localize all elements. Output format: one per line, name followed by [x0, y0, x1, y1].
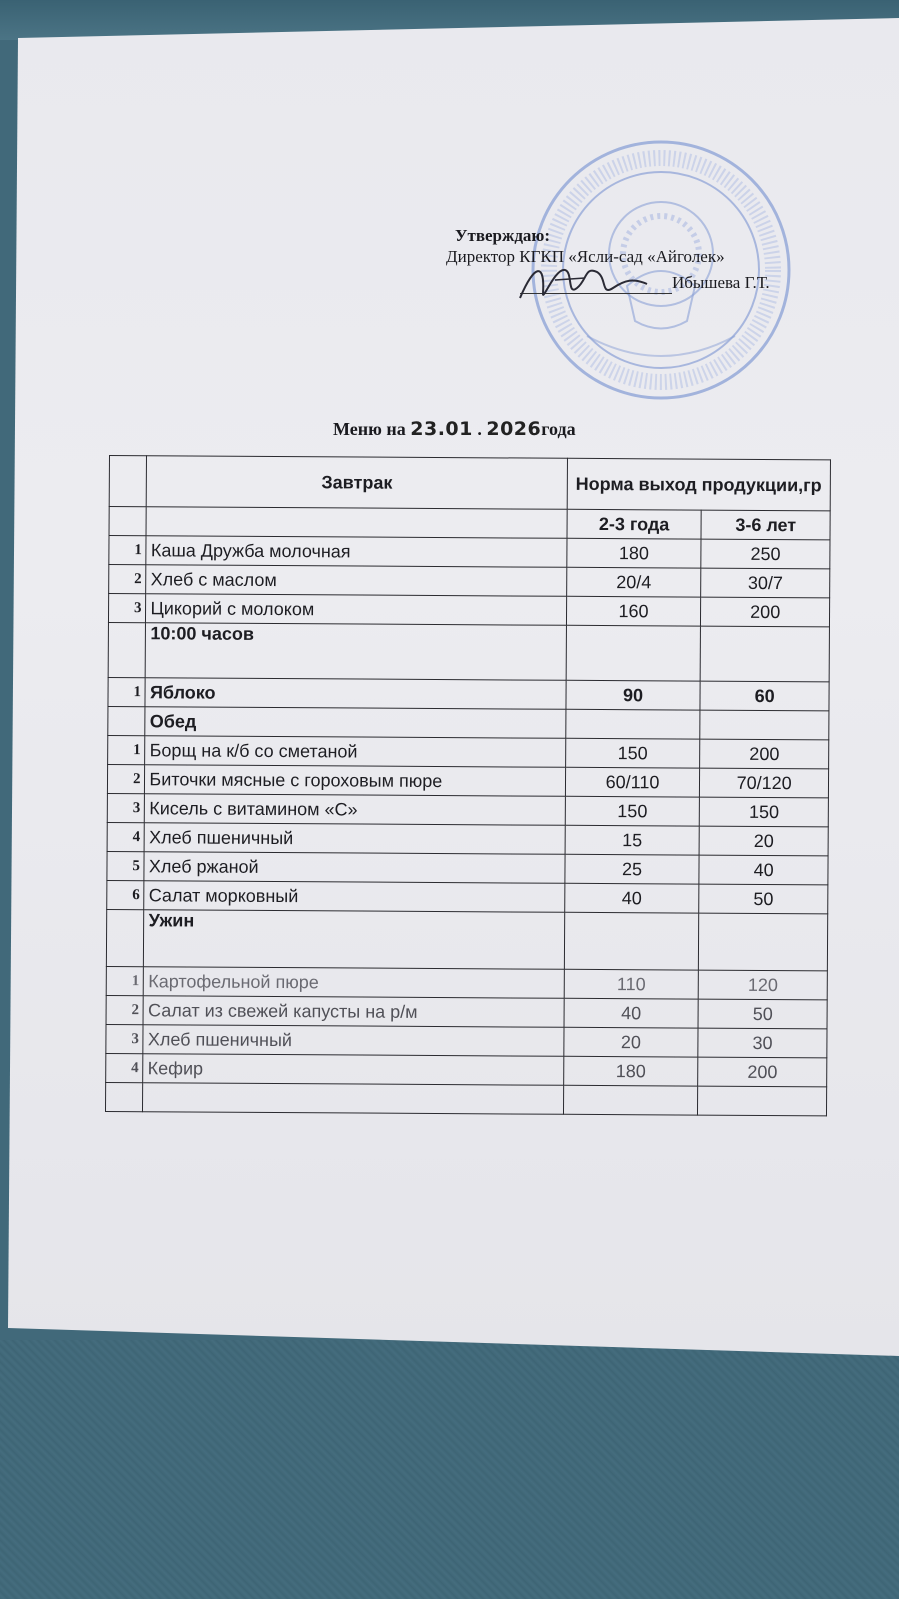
portion-3-6: 200	[701, 597, 830, 627]
section-title-snack: 10:00 часов	[146, 623, 567, 681]
table-row	[109, 536, 830, 569]
table-row	[106, 1053, 827, 1086]
menu-table	[105, 455, 831, 1116]
dish-name: Борщ на к/б со сметаной	[145, 736, 565, 768]
portion-3-6: 60	[700, 681, 829, 711]
dish-name: Цикорий с молоком	[146, 594, 566, 626]
dish-name: Биточки мясные с гороховым пюре	[145, 765, 565, 797]
row-number: 2	[106, 995, 144, 1024]
portion-2-3: 150	[565, 796, 700, 826]
age-group-2: 3-6 лет	[701, 510, 830, 540]
empty-cell	[565, 709, 700, 739]
portion-3-6: 70/120	[700, 768, 829, 798]
age-row	[109, 507, 830, 540]
menu-date-separator: .	[477, 419, 482, 439]
approve-label: Утверждаю:	[455, 226, 551, 245]
header-num-cell	[109, 456, 147, 507]
portion-3-6: 250	[701, 539, 830, 569]
row-number: 2	[107, 764, 145, 793]
portion-2-3: 60/110	[565, 767, 700, 797]
row-number: 1	[108, 735, 146, 764]
portion-2-3: 40	[564, 998, 699, 1028]
row-number: 3	[107, 793, 145, 822]
portion-2-3: 20	[564, 1027, 699, 1057]
section-num-cell	[108, 622, 146, 677]
age-group-1: 2-3 года	[567, 509, 702, 539]
row-number: 5	[107, 851, 145, 880]
row-number: 4	[107, 822, 145, 851]
row-number: 1	[109, 536, 147, 565]
empty-cell	[698, 1086, 827, 1116]
table-row	[107, 880, 828, 913]
menu-title-prefix: Меню на	[333, 419, 406, 439]
director-line: Директор КГКП «Ясли-сад «Айголек»	[446, 247, 725, 266]
portion-2-3: 180	[567, 538, 702, 568]
portion-2-3: 180	[563, 1056, 698, 1086]
portion-3-6: 30/7	[701, 568, 830, 598]
empty-cell	[105, 1082, 143, 1111]
row-number: 1	[108, 677, 146, 706]
dish-name: Кисель с витамином «С»	[145, 794, 565, 826]
portion-3-6: 20	[699, 826, 828, 856]
table-row	[106, 966, 827, 999]
empty-row	[105, 1082, 826, 1115]
empty-cell	[563, 1085, 698, 1115]
table-header-row	[109, 456, 830, 511]
portion-3-6: 40	[699, 855, 828, 885]
row-number: 1	[106, 966, 144, 995]
portion-3-6: 120	[699, 970, 828, 1000]
dish-name: Кефир	[143, 1054, 563, 1086]
section-title-dinner: Ужин	[144, 910, 565, 970]
tablecloth-background	[0, 1340, 899, 1599]
portion-2-3: 15	[565, 825, 700, 855]
dish-name: Хлеб с маслом	[146, 565, 566, 597]
menu-title	[333, 418, 576, 440]
table-row	[108, 735, 829, 768]
empty-cell	[566, 625, 701, 681]
section-row-dinner	[106, 909, 827, 970]
portion-2-3: 90	[566, 680, 701, 710]
menu-date-handwritten: 23.01	[410, 418, 473, 440]
age-name-cell	[146, 507, 566, 539]
dish-name: Картофельной пюре	[144, 967, 564, 999]
portion-3-6: 50	[699, 884, 828, 914]
portion-2-3: 40	[564, 883, 699, 913]
section-row-lunch	[108, 706, 829, 739]
row-number: 3	[106, 1024, 144, 1053]
row-number: 6	[107, 880, 145, 909]
dish-name: Хлеб пшеничный	[145, 823, 565, 855]
dish-name: Хлеб пшеничный	[143, 1025, 563, 1057]
table-row	[109, 565, 830, 598]
age-num-cell	[109, 507, 147, 536]
portion-3-6: 200	[698, 1057, 827, 1087]
portion-3-6: 30	[698, 1028, 827, 1058]
table-row	[108, 677, 829, 710]
table-row	[107, 764, 828, 797]
portion-3-6: 50	[698, 999, 827, 1029]
handwritten-signature	[515, 258, 655, 308]
table-row	[107, 822, 828, 855]
portion-2-3: 20/4	[566, 567, 701, 597]
menu-year-handwritten: 2026	[486, 418, 542, 440]
dish-name: Хлеб ржаной	[144, 852, 564, 884]
dish-name: Салат из свежей капусты на р/м	[143, 996, 563, 1028]
section-num-cell	[108, 706, 146, 735]
table-row	[107, 793, 828, 826]
row-number: 2	[109, 565, 147, 594]
portion-3-6: 200	[700, 739, 829, 769]
portion-2-3: 160	[566, 596, 701, 626]
dish-name: Яблоко	[145, 678, 565, 710]
menu-title-suffix: года	[541, 419, 576, 439]
header-norm-cell: Норма выход продукции,гр	[567, 458, 831, 511]
portion-2-3: 25	[565, 854, 700, 884]
empty-cell	[564, 912, 699, 970]
empty-cell	[143, 1083, 563, 1115]
empty-cell	[700, 626, 829, 682]
empty-cell	[700, 710, 829, 740]
row-number: 4	[106, 1053, 144, 1082]
header-section-cell: Завтрак	[147, 456, 568, 510]
table-row	[106, 1024, 827, 1057]
table-row	[108, 594, 829, 627]
dish-name: Салат морковный	[144, 881, 564, 913]
table-row	[106, 995, 827, 1028]
portion-2-3: 150	[565, 738, 700, 768]
empty-cell	[699, 913, 828, 971]
dish-name: Каша Дружба молочная	[146, 536, 566, 568]
section-num-cell	[106, 909, 144, 966]
section-title-lunch: Обед	[145, 707, 565, 739]
table-row	[107, 851, 828, 884]
director-name: Ибышева Г.Т.	[672, 273, 770, 292]
section-row-snack	[108, 622, 829, 681]
portion-3-6: 150	[700, 797, 829, 827]
row-number: 3	[108, 594, 146, 623]
portion-2-3: 110	[564, 969, 699, 999]
